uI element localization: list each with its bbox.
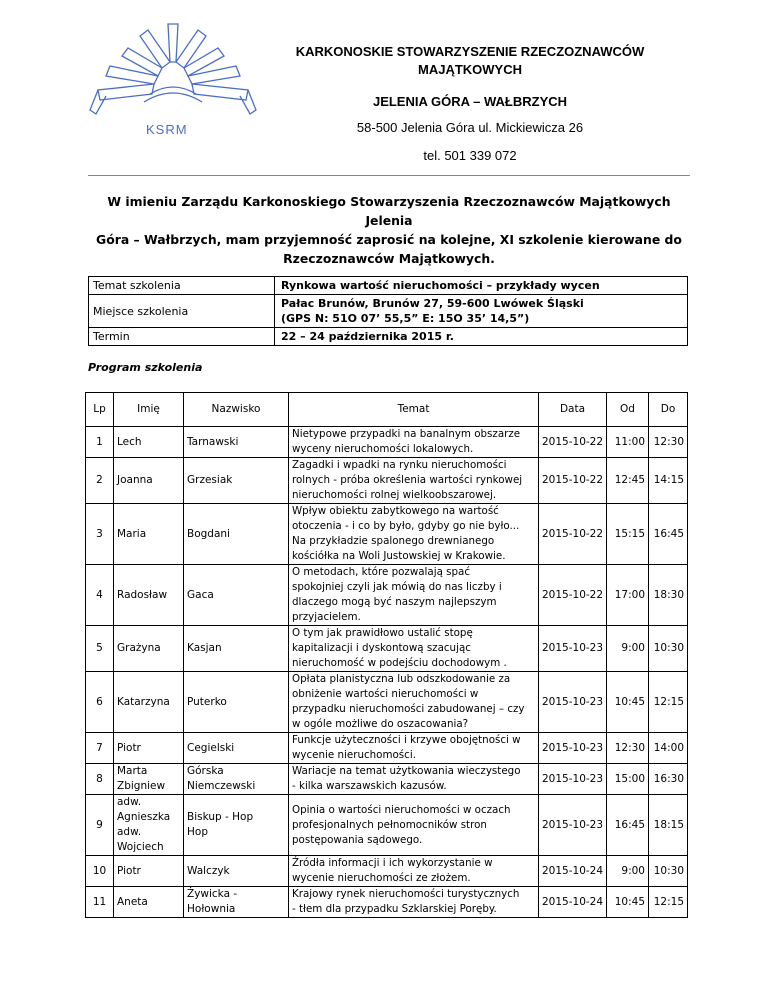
cell-temat: Zagadki i wpadki na rynku nieruchomości rolnych - próba określenia wartości rynkowej nieruchomości rolnej wielkoobszarowej. bbox=[289, 458, 539, 504]
cell-nazwisko: Kasjan bbox=[184, 626, 289, 672]
cell-temat: O tym jak prawidłowo ustalić stopę kapitalizacji i dyskontową szacując nieruchomość w podejściu dochodowym . bbox=[289, 626, 539, 672]
cell-do: 12:30 bbox=[649, 427, 688, 458]
invitation-text: W imieniu Zarządu Karkonoskiego Stowarzyszenia Rzeczoznawców Majątkowych Jelenia Góra – Wałbrzych, mam przyjemność zaprosić na kolejne, XI szkolenie kierowane do Rzeczoznawców Majątkowych. bbox=[96, 194, 682, 266]
date-label: Termin bbox=[89, 328, 275, 346]
cell-od: 12:45 bbox=[607, 458, 649, 504]
cell-temat: Funkcje użyteczności i krzywe obojętności w wycenie nieruchomości. bbox=[289, 733, 539, 764]
cell-od: 16:45 bbox=[607, 795, 649, 856]
header-data: Data bbox=[539, 393, 607, 427]
cell-lp: 4 bbox=[86, 565, 114, 626]
cell-lp: 5 bbox=[86, 626, 114, 672]
cell-imie: Piotr bbox=[114, 733, 184, 764]
place-value: Pałac Brunów, Brunów 27, 59-600 Lwówek Śląski (GPS N: 51O 07’ 55,5” E: 15O 35’ 14,5”) bbox=[275, 295, 688, 328]
topic-label: Temat szkolenia bbox=[89, 277, 275, 295]
header-lp: Lp bbox=[86, 393, 114, 427]
header-nazwisko: Nazwisko bbox=[184, 393, 289, 427]
cell-imie: Radosław bbox=[114, 565, 184, 626]
cell-do: 14:15 bbox=[649, 458, 688, 504]
training-info-table bbox=[88, 276, 688, 346]
cell-od: 15:15 bbox=[607, 504, 649, 565]
cell-do: 10:30 bbox=[649, 626, 688, 672]
info-row-date bbox=[89, 328, 688, 346]
cell-od: 15:00 bbox=[607, 764, 649, 795]
cell-imie: Lech bbox=[114, 427, 184, 458]
cell-imie: Joanna bbox=[114, 458, 184, 504]
cell-nazwisko: Grzesiak bbox=[184, 458, 289, 504]
cell-lp: 6 bbox=[86, 672, 114, 733]
cell-temat: Wpływ obiektu zabytkowego na wartość otoczenia - i co by było, gdyby go nie było... Na przykładzie spalonego drewnianego kościółka na Woli Justowskiej w Krakowie. bbox=[289, 504, 539, 565]
organization-name: KARKONOSKIE STOWARZYSZENIE RZECZOZNAWCÓW MAJĄTKOWYCH bbox=[295, 44, 645, 77]
table-row bbox=[86, 565, 688, 626]
cell-temat: Opłata planistyczna lub odszkodowanie za obniżenie wartości nieruchomości w przypadku nieruchomości zabudowanej – czy w ogóle możliwe do oszacowania? bbox=[289, 672, 539, 733]
cell-nazwisko: Żywicka - Hołownia bbox=[184, 887, 289, 918]
cell-nazwisko: Gaca bbox=[184, 565, 289, 626]
cell-temat: O metodach, które pozwalają spać spokojniej czyli jak mówią do nas liczby i dlaczego mogą być naszym najlepszym przyjacielem. bbox=[289, 565, 539, 626]
table-row bbox=[86, 856, 688, 887]
cell-imie: Katarzyna bbox=[114, 672, 184, 733]
table-row bbox=[86, 733, 688, 764]
table-row bbox=[86, 764, 688, 795]
table-row bbox=[86, 504, 688, 565]
cell-data: 2015-10-22 bbox=[539, 565, 607, 626]
cell-data: 2015-10-23 bbox=[539, 795, 607, 856]
cell-imie: adw. Agnieszka adw. Wojciech bbox=[114, 795, 184, 856]
cell-temat: Wariacje na temat użytkowania wieczystego - kilka warszawskich kazusów. bbox=[289, 764, 539, 795]
cell-od: 9:00 bbox=[607, 626, 649, 672]
cell-nazwisko: Tarnawski bbox=[184, 427, 289, 458]
cell-do: 10:30 bbox=[649, 856, 688, 887]
cell-lp: 11 bbox=[86, 887, 114, 918]
table-row bbox=[86, 672, 688, 733]
organization-phone: tel. 501 339 072 bbox=[423, 148, 517, 163]
place-label: Miejsce szkolenia bbox=[89, 295, 275, 328]
cell-data: 2015-10-22 bbox=[539, 504, 607, 565]
cell-lp: 8 bbox=[86, 764, 114, 795]
cell-imie: Piotr bbox=[114, 856, 184, 887]
cell-nazwisko: Puterko bbox=[184, 672, 289, 733]
header-imie: Imię bbox=[114, 393, 184, 427]
cell-data: 2015-10-23 bbox=[539, 733, 607, 764]
cell-nazwisko: Bogdani bbox=[184, 504, 289, 565]
cell-do: 16:45 bbox=[649, 504, 688, 565]
cell-data: 2015-10-24 bbox=[539, 887, 607, 918]
cell-data: 2015-10-23 bbox=[539, 764, 607, 795]
cell-lp: 10 bbox=[86, 856, 114, 887]
cell-nazwisko: Walczyk bbox=[184, 856, 289, 887]
cell-lp: 9 bbox=[86, 795, 114, 856]
header-od: Od bbox=[607, 393, 649, 427]
cell-lp: 2 bbox=[86, 458, 114, 504]
date-value: 22 – 24 października 2015 r. bbox=[275, 328, 688, 346]
header-temat: Temat bbox=[289, 393, 539, 427]
letterhead bbox=[0, 0, 768, 180]
cell-do: 12:15 bbox=[649, 672, 688, 733]
cell-od: 10:45 bbox=[607, 672, 649, 733]
cell-od: 10:45 bbox=[607, 887, 649, 918]
cell-imie: Grażyna bbox=[114, 626, 184, 672]
table-row bbox=[86, 458, 688, 504]
table-row bbox=[86, 887, 688, 918]
cell-od: 11:00 bbox=[607, 427, 649, 458]
cell-lp: 7 bbox=[86, 733, 114, 764]
logo-text: KSRM bbox=[146, 122, 188, 137]
cell-temat: Źródła informacji i ich wykorzystanie w wycenie nieruchomości ze złożem. bbox=[289, 856, 539, 887]
cell-imie: Maria bbox=[114, 504, 184, 565]
program-title: Program szkolenia bbox=[88, 361, 203, 374]
info-row-topic bbox=[89, 277, 688, 295]
ksrm-logo-icon bbox=[88, 22, 258, 162]
info-row-place bbox=[89, 295, 688, 328]
cell-data: 2015-10-23 bbox=[539, 626, 607, 672]
table-row bbox=[86, 626, 688, 672]
cell-temat: Opinia o wartości nieruchomości w oczach profesjonalnych pełnomocników stron postępowania sądowego. bbox=[289, 795, 539, 856]
header-do: Do bbox=[649, 393, 688, 427]
cell-od: 9:00 bbox=[607, 856, 649, 887]
organization-city: JELENIA GÓRA – WAŁBRZYCH bbox=[372, 94, 568, 109]
cell-temat: Krajowy rynek nieruchomości turystycznych - tłem dla przypadku Szklarskiej Poręby. bbox=[289, 887, 539, 918]
table-row bbox=[86, 795, 688, 856]
cell-imie: Marta Zbigniew bbox=[114, 764, 184, 795]
program-body bbox=[86, 427, 688, 918]
cell-do: 14:00 bbox=[649, 733, 688, 764]
cell-do: 18:15 bbox=[649, 795, 688, 856]
cell-data: 2015-10-24 bbox=[539, 856, 607, 887]
header-divider bbox=[88, 175, 690, 176]
cell-data: 2015-10-22 bbox=[539, 427, 607, 458]
organization-address: 58-500 Jelenia Góra ul. Mickiewicza 26 bbox=[356, 120, 584, 135]
cell-lp: 3 bbox=[86, 504, 114, 565]
table-row bbox=[86, 427, 688, 458]
cell-temat: Nietypowe przypadki na banalnym obszarze wyceny nieruchomości lokalowych. bbox=[289, 427, 539, 458]
cell-nazwisko: Cegielski bbox=[184, 733, 289, 764]
cell-do: 16:30 bbox=[649, 764, 688, 795]
program-table bbox=[85, 392, 688, 918]
program-header-row bbox=[86, 393, 688, 427]
cell-nazwisko: Biskup - Hop Hop bbox=[184, 795, 289, 856]
cell-od: 12:30 bbox=[607, 733, 649, 764]
cell-nazwisko: Górska Niemczewski bbox=[184, 764, 289, 795]
cell-do: 18:30 bbox=[649, 565, 688, 626]
topic-value: Rynkowa wartość nieruchomości – przykłady wycen bbox=[275, 277, 688, 295]
cell-data: 2015-10-22 bbox=[539, 458, 607, 504]
cell-imie: Aneta bbox=[114, 887, 184, 918]
cell-od: 17:00 bbox=[607, 565, 649, 626]
cell-lp: 1 bbox=[86, 427, 114, 458]
cell-do: 12:15 bbox=[649, 887, 688, 918]
cell-data: 2015-10-23 bbox=[539, 672, 607, 733]
